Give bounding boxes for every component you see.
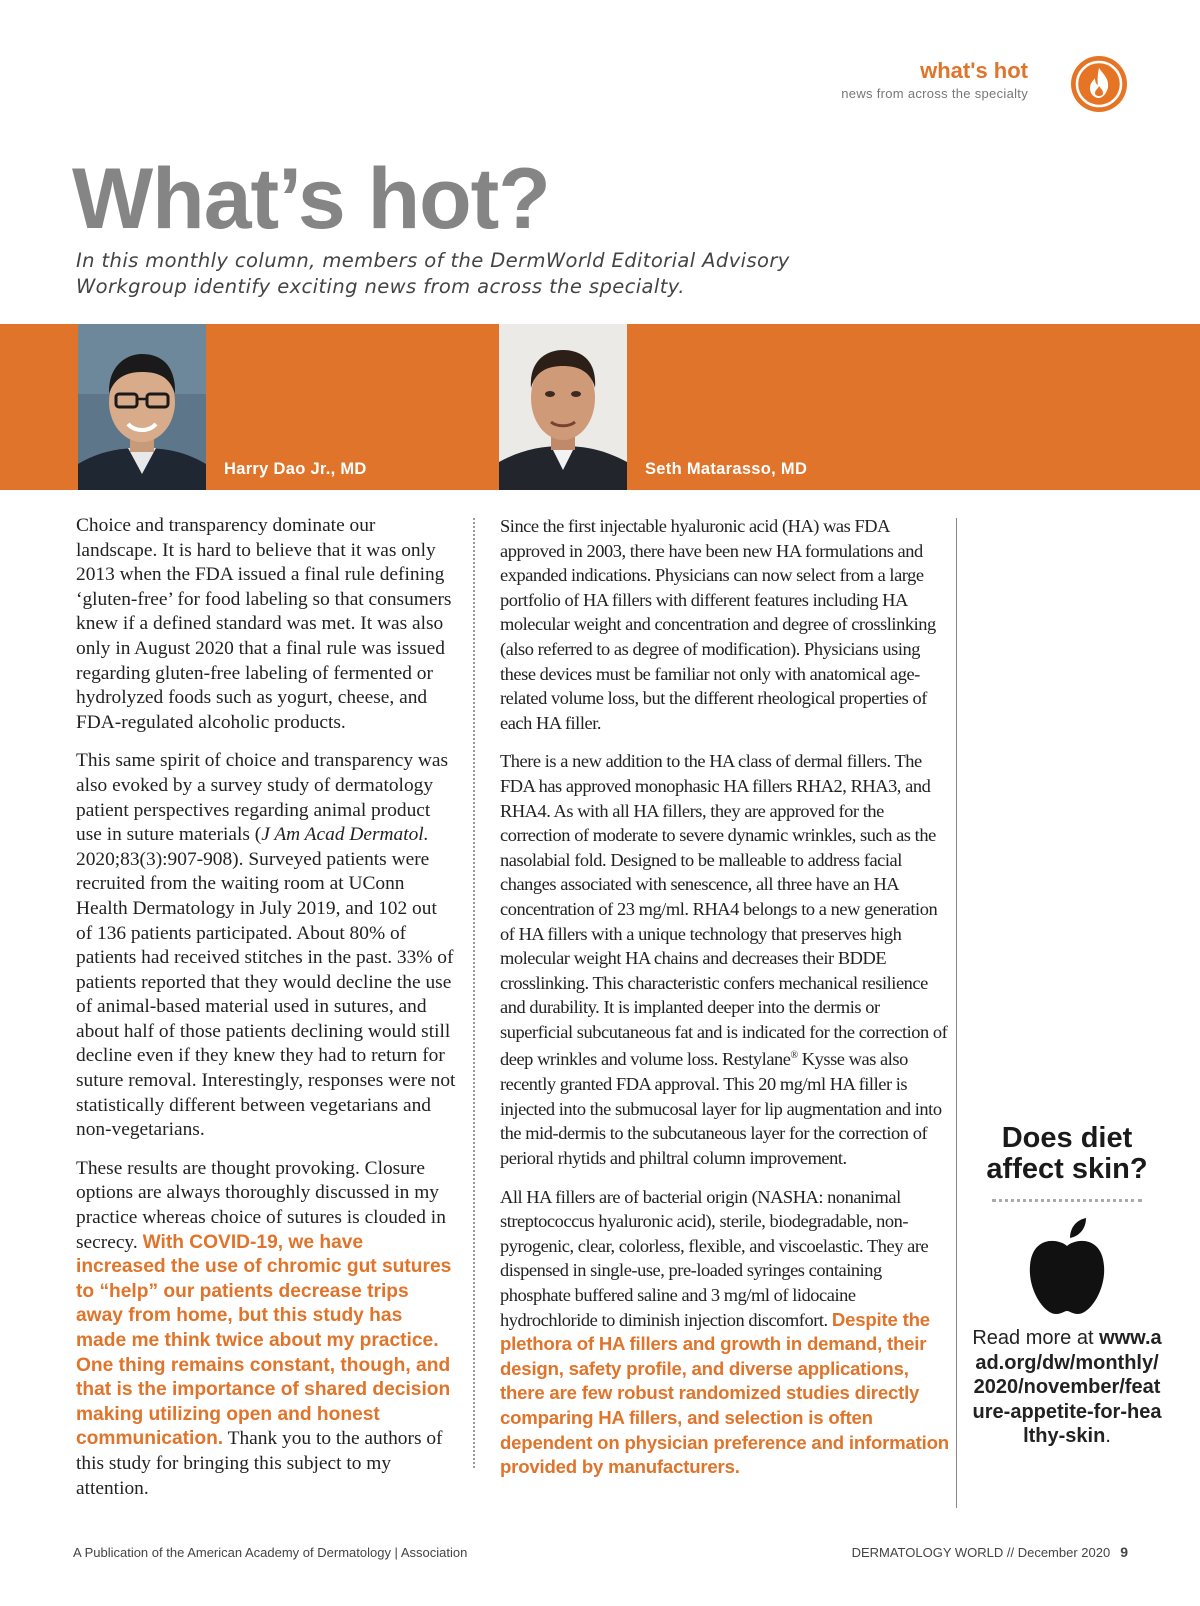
read-more-prefix: Read more at (972, 1327, 1100, 1349)
paragraph-text: All HA fillers are of bacterial origin (NASHA: nonanimal streptococcus hyaluronic acid), sterile, biodegradable, non-pyrogenic, clear, colorless, flexible, and viscoelastic. They are dispensed in single-use, pre-loaded syringes containing phosphate buffered saline and 3 mg/ml of lidocaine hydrochloride to diminish injection discomfort. (500, 1186, 929, 1330)
paragraph-text: These results are thought provoking. Closure options are always thoroughly discussed in my practice whereas choice of sutures is clouded in secrecy. (76, 1157, 446, 1253)
pull-quote: Despite the plethora of HA fillers and growth in demand, their design, safety profile, and diverse applications, there are few robust randomized studies directly comparing HA fillers, and selection is often dependent on physician preference and information provided by manufacturers. (500, 1308, 949, 1478)
sidebar-divider (956, 518, 957, 1508)
article-column-matarasso (500, 514, 950, 1494)
author-name-dao: Harry Dao Jr., MD (224, 460, 367, 478)
author-name-matarasso: Seth Matarasso, MD (645, 460, 808, 478)
paragraph-text: Choice and transparency dominate our landscape. It is hard to believe that it was only 2013 when the FDA issued a final rule defining ‘gluten-free’ for food labeling so that consumers knew if a defined standard was met. It was also only in August 2020 that a final rule was issued regarding gluten-free labeling of fermented or hydrolyzed foods such as yogurt, cheese, and FDA-regulated alcoholic products. (76, 515, 452, 733)
section-title: what's hot (920, 58, 1028, 83)
sidebar-title: Does diet affect skin? (986, 1122, 1148, 1185)
paragraph-text: Since the first injectable hyaluronic acid (HA) was FDA approved in 2003, there have been new HA formulations and expanded indications. Physicians can now select from a large portfolio of HA fillers with different features including HA molecular weight and concentration and degree of crosslinking (also referred to as degree of modification). Physicians using these devices must be familiar not only with anatomical age-related volume loss, but the different rheological properties of each HA filler. (500, 516, 936, 733)
paragraph-text: There is a new addition to the HA class of dermal fillers. The FDA has approved monophasic HA fillers RHA2, RHA3, and RHA4. As with all HA fillers, they are approved for the correction of moderate to severe dynamic wrinkles, such as the nasolabial fold. Designed to be malleable to address facial changes associated with senescence, all three have an HA concentration of 23 mg/ml. RHA4 belongs to a new generation of HA fillers with a unique technology that preserves high molecular weight HA chains and decreases their BDDE crosslinking. This characteristic confers mechanical resilience and durability. It is implanted deeper into the dermis or superficial subcutaneous fat and is indicated for the correction of deep wrinkles and volume loss. Restylane (500, 751, 948, 1070)
sidebar-dotted-rule (992, 1199, 1142, 1202)
paragraph (500, 749, 950, 1170)
paragraph (76, 749, 456, 1143)
paragraph-text: This same spirit of choice and transparency was also evoked by a survey study of dermatology patient perspectives regarding animal product use in suture materials ( (76, 750, 449, 846)
paragraph-text: 2020;83(3):907-908). Surveyed patients were recruited from the waiting room at UConn Health Dermatology in July 2019, and 102 out of 136 patients participated. About 80% of patients had received stitches in the past. 33% of patients reported that they would decline the use of animal-based material used in sutures, and about half of those patients declining would still decline even if they knew they had to return for suture removal. Interestingly, responses were not statistically different between vegetarians and non-vegetarians. (76, 848, 456, 1141)
page-title: What’s hot? (72, 151, 550, 247)
paragraph-text: Kysse was also recently granted FDA approval. This 20 mg/ml HA filler is injected into the submucosal layer for lip augmentation and into the mid-dermis to the subcutaneous layer for the correction of perioral rhytids and philtral column improvement. (500, 1049, 942, 1168)
footer-issue (852, 1544, 1128, 1560)
page-number: 9 (1120, 1544, 1128, 1560)
apple-icon (1024, 1216, 1110, 1316)
article-column-dao (76, 514, 456, 1515)
registered-mark: ® (790, 1050, 798, 1062)
sidebar-callout (972, 1123, 1162, 1449)
footer-issue-text: DERMATOLOGY WORLD // December 2020 (851, 1545, 1111, 1560)
paragraph (500, 514, 950, 735)
read-more-period: . (1105, 1425, 1111, 1448)
pull-quote: With COVID-19, we have increased the use of chromic gut sutures to “help” our patients decrease trips away from home, but this study has made me think twice about my practice. One thing remains constant, though, and that is the importance of shared decision making utilizing open and honest communication. (76, 1231, 452, 1450)
journal-citation: J Am Acad Dermatol. (261, 824, 429, 846)
author-photo-matarasso (499, 324, 627, 490)
paragraph (76, 1157, 456, 1501)
column-divider (473, 518, 475, 1468)
paragraph (76, 514, 456, 735)
intro-text: In this monthly column, members of the DermWorld Editorial Advisory Workgroup identify exciting news from across the specialty. (76, 249, 790, 298)
read-more-text (972, 1326, 1162, 1449)
section-tag (841, 58, 1028, 101)
section-subtitle: news from across the specialty (841, 86, 1028, 101)
footer-publisher: A Publication of the American Academy of Dermatology | Association (73, 1545, 468, 1560)
author-photo-dao (78, 324, 206, 490)
paragraph-text: Thank you to the authors of this study for bringing this subject to my attention. (76, 1428, 443, 1499)
flame-icon (1071, 56, 1127, 112)
read-more-link[interactable]: www.aad.org/dw/monthly/2020/november/feature-appetite-for-healthy-skin (972, 1327, 1162, 1448)
paragraph (500, 1185, 950, 1480)
